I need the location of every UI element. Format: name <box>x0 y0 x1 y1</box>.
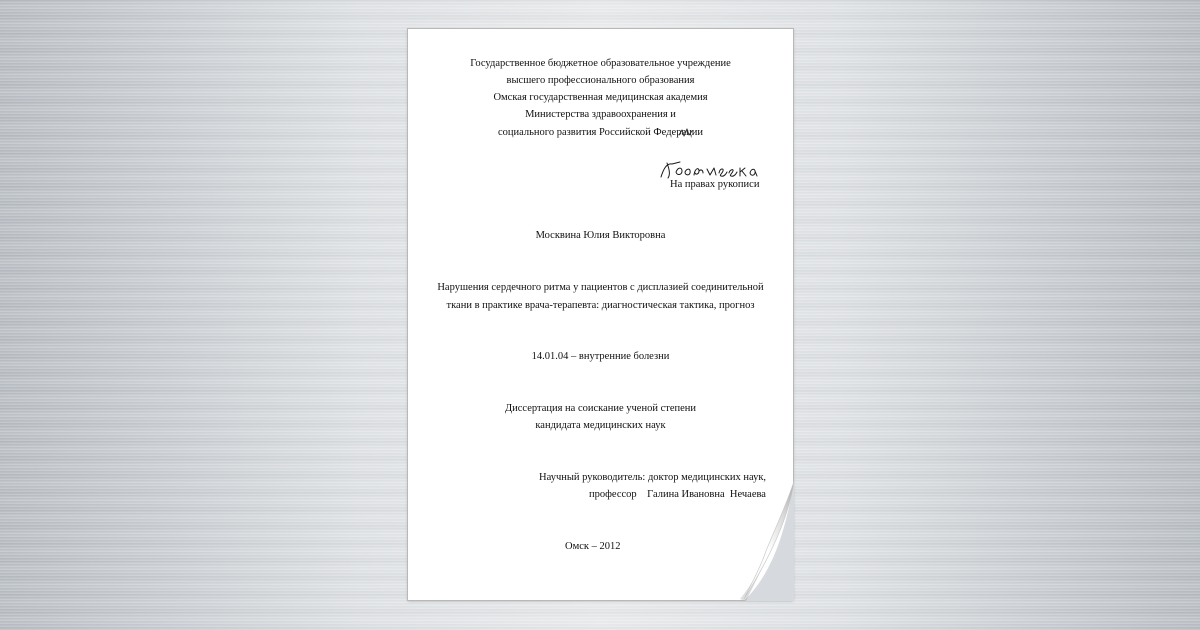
institution-line-3: Омская государственная медицинская академия <box>493 92 708 103</box>
institution-line-5: социального развития Российской Федерации <box>498 127 703 138</box>
dissertation-title-line-1: Нарушения сердечного ритма у пациентов с дисплазией соединительной <box>437 282 764 293</box>
institution-line-1: Государственное бюджетное образовательное учреждение <box>470 58 731 69</box>
institution-line-4: Министерства здравоохранения и <box>525 109 676 120</box>
supervisor-line-2: профессор Галина Ивановна Нечаева <box>589 489 766 500</box>
institution-line-2: высшего профессионального образования <box>506 75 695 86</box>
dissertation-title-line-2: ткани в практике врача-терапевта: диагностическая тактика, прогноз <box>446 300 755 311</box>
manuscript-note: На правах рукописи <box>670 179 760 190</box>
pencil-mark-icon <box>678 127 694 139</box>
page-curl-icon <box>714 481 794 601</box>
degree-line-2: кандидата медицинских наук <box>535 420 666 431</box>
author-name: Москвина Юлия Викторовна <box>535 230 666 241</box>
degree-line-1: Диссертация на соискание ученой степени <box>504 403 697 414</box>
place-year: Омск – 2012 <box>565 541 621 552</box>
document-page <box>408 29 793 600</box>
specialty-code: 14.01.04 – внутренние болезни <box>531 351 670 362</box>
supervisor-line-1: Научный руководитель: доктор медицинских наук, <box>539 472 767 483</box>
